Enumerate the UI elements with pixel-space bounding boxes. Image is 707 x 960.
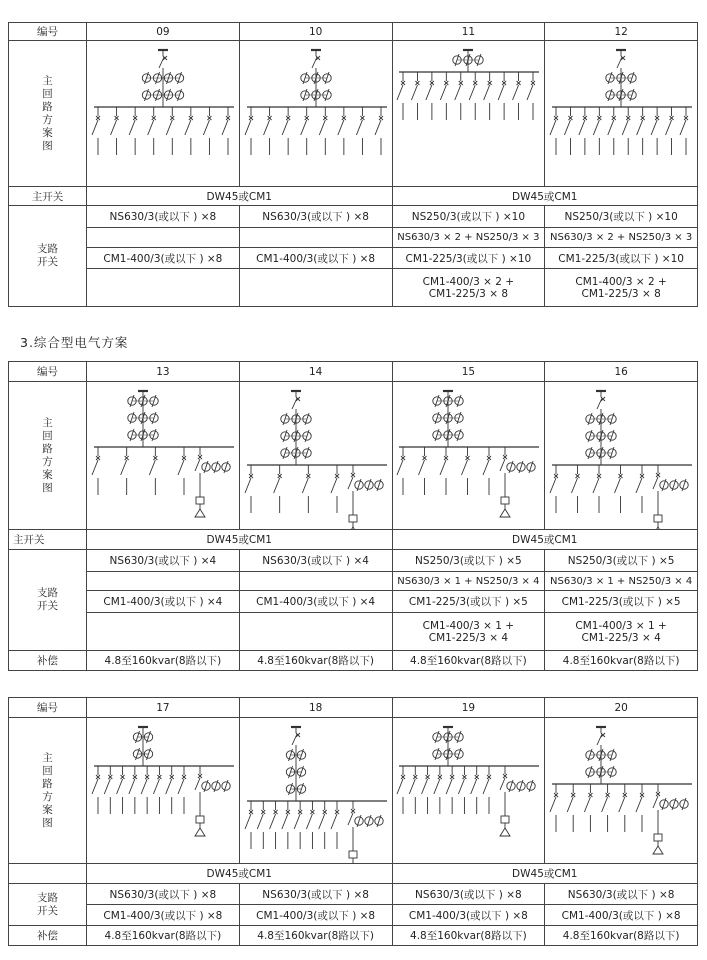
branch-switch-value: CM1-225/3(或以下 ) ×10 bbox=[545, 248, 698, 269]
branch-switch-value bbox=[239, 613, 392, 651]
branch-breaker-blade bbox=[637, 120, 643, 135]
branch-breaker-blade bbox=[527, 85, 533, 100]
branch-switch-value: CM1-400/3(或以下 ) ×4 bbox=[87, 591, 240, 613]
capacitor-triangle bbox=[348, 527, 358, 529]
scheme-number: 16 bbox=[545, 362, 698, 382]
branch-switch-value: NS630/3(或以下 ) ×8 bbox=[392, 884, 545, 905]
branch-breaker-blade bbox=[245, 814, 251, 829]
scheme-number: 12 bbox=[545, 23, 698, 41]
branch-breaker-blade bbox=[419, 460, 425, 475]
circuit-diagram-16 bbox=[546, 383, 696, 529]
comp-breaker-blade bbox=[500, 778, 505, 790]
branch-switch-value: CM1-400/3 × 2 + CM1-225/3 × 8 bbox=[545, 269, 698, 307]
branch-breaker-blade bbox=[579, 120, 585, 135]
branch-breaker-blade bbox=[459, 779, 465, 794]
capacitor-box bbox=[196, 497, 204, 504]
branch-breaker-blade bbox=[306, 814, 312, 829]
circuit-diagram bbox=[239, 41, 392, 187]
branch-breaker-blade bbox=[302, 478, 308, 493]
main-breaker-blade bbox=[159, 57, 164, 68]
main-switch-value: DW45或CM1 bbox=[87, 864, 393, 884]
capacitor-box bbox=[349, 515, 357, 522]
branch-breaker-blade bbox=[281, 814, 287, 829]
branch-switch-value: NS630/3 × 1 + NS250/3 × 4 bbox=[545, 572, 698, 591]
compensation-value: 4.8至160kvar(8路以下) bbox=[545, 651, 698, 671]
branch-breaker-blade bbox=[441, 85, 447, 100]
capacitor-triangle bbox=[195, 509, 205, 517]
capacitor-box bbox=[654, 515, 662, 522]
scheme-table-13-16 bbox=[8, 361, 698, 671]
circuit-diagram bbox=[545, 718, 698, 864]
main-breaker-blade bbox=[292, 398, 297, 409]
compensation-value: 4.8至160kvar(8路以下) bbox=[392, 651, 545, 671]
branch-breaker-blade bbox=[410, 779, 416, 794]
comp-breaker-blade bbox=[653, 477, 658, 489]
branch-switch-value: NS630/3(或以下 ) ×8 bbox=[545, 884, 698, 905]
branch-breaker-blade bbox=[666, 120, 672, 135]
main-switch-value: DW45或CM1 bbox=[392, 187, 698, 206]
main-breaker-blade bbox=[312, 57, 317, 68]
branch-switch-value bbox=[87, 613, 240, 651]
branch-breaker-blade bbox=[153, 779, 159, 794]
branch-breaker-blade bbox=[397, 85, 403, 100]
branch-switch-value bbox=[239, 572, 392, 591]
branch-breaker-blade bbox=[397, 460, 403, 475]
circuit-diagram bbox=[392, 41, 545, 187]
scheme-number: 20 bbox=[545, 698, 698, 718]
branch-breaker-blade bbox=[484, 85, 490, 100]
capacitor-box bbox=[501, 816, 509, 823]
branch-breaker-blade bbox=[422, 779, 428, 794]
branch-breaker-blade bbox=[245, 120, 251, 135]
branch-switch-value: CM1-400/3(或以下 ) ×8 bbox=[239, 248, 392, 269]
branch-breaker-blade bbox=[129, 779, 135, 794]
branch-breaker-blade bbox=[129, 120, 135, 135]
compensation-value: 4.8至160kvar(8路以下) bbox=[87, 926, 240, 946]
capacitor-box bbox=[654, 834, 662, 841]
branch-switch-label: 支路 开关 bbox=[37, 891, 58, 917]
branch-breaker-blade bbox=[440, 460, 446, 475]
branch-switch-value: NS250/3(或以下 ) ×5 bbox=[545, 550, 698, 572]
circuit-diagram-15 bbox=[393, 383, 543, 529]
capacitor-triangle bbox=[653, 846, 663, 854]
branch-breaker-blade bbox=[567, 797, 573, 812]
capacitor-triangle bbox=[500, 509, 510, 517]
main-switch-value: DW45或CM1 bbox=[392, 864, 698, 884]
branch-switch-value: CM1-400/3(或以下 ) ×8 bbox=[87, 905, 240, 926]
branch-breaker-blade bbox=[294, 814, 300, 829]
branch-breaker-blade bbox=[110, 120, 116, 135]
branch-breaker-blade bbox=[651, 120, 657, 135]
branch-breaker-blade bbox=[619, 797, 625, 812]
main-circuit-label: 主 回 路 方 案 图 bbox=[42, 416, 53, 494]
circuit-diagram bbox=[545, 382, 698, 530]
branch-breaker-blade bbox=[455, 85, 461, 100]
branch-breaker-blade bbox=[565, 120, 571, 135]
circuit-diagram bbox=[239, 382, 392, 530]
branch-breaker-blade bbox=[356, 120, 362, 135]
branch-switch-value: CM1-225/3(或以下 ) ×5 bbox=[545, 591, 698, 613]
circuit-diagram-12 bbox=[546, 42, 696, 186]
branch-breaker-blade bbox=[602, 797, 608, 812]
branch-breaker-blade bbox=[269, 814, 275, 829]
branch-breaker-blade bbox=[426, 85, 432, 100]
branch-switch-value: NS630/3 × 1 + NS250/3 × 4 bbox=[392, 572, 545, 591]
branch-breaker-blade bbox=[318, 814, 324, 829]
branch-breaker-blade bbox=[593, 120, 599, 135]
branch-breaker-blade bbox=[375, 120, 381, 135]
comp-breaker-blade bbox=[653, 796, 658, 808]
capacitor-box bbox=[501, 497, 509, 504]
main-circuit-label: 主 回 路 方 案 图 bbox=[42, 751, 53, 829]
branch-breaker-blade bbox=[513, 85, 519, 100]
circuit-diagram bbox=[87, 718, 240, 864]
scheme-number: 11 bbox=[392, 23, 545, 41]
circuit-diagram bbox=[87, 41, 240, 187]
branch-breaker-blade bbox=[470, 85, 476, 100]
branch-switch-value bbox=[87, 572, 240, 591]
branch-breaker-blade bbox=[319, 120, 325, 135]
scheme-number: 13 bbox=[87, 362, 240, 382]
compensation-value: 4.8至160kvar(8路以下) bbox=[392, 926, 545, 946]
branch-breaker-blade bbox=[550, 797, 556, 812]
capacitor-box bbox=[349, 851, 357, 858]
branch-switch-value: NS250/3(或以下 ) ×10 bbox=[392, 206, 545, 228]
branch-breaker-blade bbox=[178, 779, 184, 794]
branch-breaker-blade bbox=[615, 478, 621, 493]
scheme-number: 14 bbox=[239, 362, 392, 382]
branch-switch-value: NS630/3 × 2 + NS250/3 × 3 bbox=[545, 228, 698, 248]
branch-breaker-blade bbox=[585, 797, 591, 812]
branch-switch-value bbox=[87, 269, 240, 307]
branch-switch-value: NS250/3(或以下 ) ×5 bbox=[392, 550, 545, 572]
branch-switch-value: CM1-400/3(或以下 ) ×8 bbox=[239, 905, 392, 926]
branch-breaker-blade bbox=[185, 120, 191, 135]
branch-breaker-blade bbox=[166, 120, 172, 135]
scheme-table-17-20 bbox=[8, 697, 698, 946]
branch-switch-value: NS250/3(或以下 ) ×10 bbox=[545, 206, 698, 228]
circuit-diagram-11 bbox=[393, 42, 543, 186]
capacitor-triangle bbox=[653, 527, 663, 529]
capacitor-box bbox=[196, 816, 204, 823]
scheme-table-09-12 bbox=[8, 22, 698, 307]
branch-switch-value: CM1-225/3(或以下 ) ×10 bbox=[392, 248, 545, 269]
main-breaker-blade bbox=[597, 734, 602, 745]
main-breaker-blade bbox=[597, 398, 602, 409]
branch-breaker-blade bbox=[92, 460, 98, 475]
branch-breaker-blade bbox=[104, 779, 110, 794]
circuit-diagram bbox=[392, 382, 545, 530]
branch-breaker-blade bbox=[92, 779, 98, 794]
branch-breaker-blade bbox=[550, 120, 556, 135]
branch-breaker-blade bbox=[462, 460, 468, 475]
branch-breaker-blade bbox=[471, 779, 477, 794]
branch-breaker-blade bbox=[572, 478, 578, 493]
branch-breaker-blade bbox=[257, 814, 263, 829]
main-switch-value: DW45或CM1 bbox=[87, 187, 393, 206]
branch-switch-value: NS630/3 × 2 + NS250/3 × 3 bbox=[392, 228, 545, 248]
comp-breaker-blade bbox=[500, 459, 505, 471]
branch-breaker-blade bbox=[331, 814, 337, 829]
branch-breaker-blade bbox=[593, 478, 599, 493]
branch-switch-label: 支路 开关 bbox=[37, 243, 58, 268]
branch-breaker-blade bbox=[483, 460, 489, 475]
branch-switch-value: NS630/3(或以下 ) ×8 bbox=[87, 206, 240, 228]
circuit-diagram-20 bbox=[546, 719, 696, 863]
circuit-diagram-19 bbox=[393, 719, 543, 863]
capacitor-triangle bbox=[500, 828, 510, 836]
scheme-number: 15 bbox=[392, 362, 545, 382]
comp-breaker-blade bbox=[195, 778, 200, 790]
circuit-diagram bbox=[392, 718, 545, 864]
circuit-diagram-13 bbox=[88, 383, 238, 529]
branch-switch-value: CM1-400/3 × 2 + CM1-225/3 × 8 bbox=[392, 269, 545, 307]
scheme-number: 17 bbox=[87, 698, 240, 718]
branch-breaker-blade bbox=[263, 120, 269, 135]
circuit-diagram-10 bbox=[241, 42, 391, 186]
branch-switch-value: CM1-400/3(或以下 ) ×4 bbox=[239, 591, 392, 613]
branch-switch-value: NS630/3(或以下 ) ×4 bbox=[239, 550, 392, 572]
branch-breaker-blade bbox=[273, 478, 279, 493]
branch-switch-value: NS630/3(或以下 ) ×8 bbox=[239, 884, 392, 905]
branch-switch-value: CM1-400/3(或以下 ) ×8 bbox=[392, 905, 545, 926]
branch-breaker-blade bbox=[498, 85, 504, 100]
branch-breaker-blade bbox=[245, 478, 251, 493]
branch-switch-value: NS630/3(或以下 ) ×8 bbox=[87, 884, 240, 905]
branch-breaker-blade bbox=[300, 120, 306, 135]
branch-switch-value bbox=[239, 228, 392, 248]
branch-breaker-blade bbox=[92, 120, 98, 135]
branch-switch-value: CM1-400/3 × 1 + CM1-225/3 × 4 bbox=[392, 613, 545, 651]
circuit-diagram bbox=[545, 41, 698, 187]
branch-breaker-blade bbox=[636, 478, 642, 493]
branch-breaker-blade bbox=[608, 120, 614, 135]
circuit-diagram bbox=[87, 382, 240, 530]
main-switch-value: DW45或CM1 bbox=[392, 530, 698, 550]
branch-breaker-blade bbox=[337, 120, 343, 135]
scheme-number: 09 bbox=[87, 23, 240, 41]
compensation-label: 补偿 bbox=[9, 926, 87, 946]
branch-breaker-blade bbox=[331, 478, 337, 493]
comp-breaker-blade bbox=[348, 477, 353, 489]
branch-breaker-blade bbox=[550, 478, 556, 493]
branch-breaker-blade bbox=[447, 779, 453, 794]
branch-breaker-blade bbox=[397, 779, 403, 794]
branch-breaker-blade bbox=[680, 120, 686, 135]
scheme-number: 19 bbox=[392, 698, 545, 718]
branch-switch-value: CM1-400/3 × 1 + CM1-225/3 × 4 bbox=[545, 613, 698, 651]
circuit-diagram-09 bbox=[88, 42, 238, 186]
comp-breaker-blade bbox=[195, 459, 200, 471]
main-switch-label: 主开关 bbox=[9, 187, 87, 206]
branch-switch-label: 支路 开关 bbox=[37, 587, 58, 612]
branch-breaker-blade bbox=[622, 120, 628, 135]
branch-breaker-blade bbox=[121, 460, 127, 475]
compensation-value: 4.8至160kvar(8路以下) bbox=[239, 926, 392, 946]
branch-breaker-blade bbox=[166, 779, 172, 794]
branch-switch-value: NS630/3(或以下 ) ×8 bbox=[239, 206, 392, 228]
compensation-value: 4.8至160kvar(8路以下) bbox=[87, 651, 240, 671]
branch-breaker-blade bbox=[636, 797, 642, 812]
compensation-value: 4.8至160kvar(8路以下) bbox=[239, 651, 392, 671]
branch-breaker-blade bbox=[148, 120, 154, 135]
branch-breaker-blade bbox=[116, 779, 122, 794]
circuit-diagram-14 bbox=[241, 383, 391, 529]
main-breaker-blade bbox=[617, 57, 622, 68]
branch-switch-value bbox=[87, 228, 240, 248]
branch-breaker-blade bbox=[222, 120, 228, 135]
circuit-diagram bbox=[239, 718, 392, 864]
comp-breaker-blade bbox=[348, 813, 353, 825]
branch-switch-value: CM1-400/3(或以下 ) ×8 bbox=[545, 905, 698, 926]
branch-switch-value: NS630/3(或以下 ) ×4 bbox=[87, 550, 240, 572]
branch-breaker-blade bbox=[149, 460, 155, 475]
section-heading: 3.综合型电气方案 bbox=[20, 335, 129, 350]
branch-breaker-blade bbox=[412, 85, 418, 100]
main-switch-label: 主开关 bbox=[9, 530, 87, 550]
branch-switch-value: CM1-225/3(或以下 ) ×5 bbox=[392, 591, 545, 613]
branch-switch-value: CM1-400/3(或以下 ) ×8 bbox=[87, 248, 240, 269]
compensation-label: 补偿 bbox=[9, 651, 87, 671]
branch-breaker-blade bbox=[282, 120, 288, 135]
number-label: 编号 bbox=[9, 23, 87, 41]
branch-breaker-blade bbox=[203, 120, 209, 135]
main-switch-value: DW45或CM1 bbox=[87, 530, 393, 550]
branch-switch-value bbox=[239, 269, 392, 307]
circuit-diagram-17 bbox=[88, 719, 238, 863]
branch-breaker-blade bbox=[483, 779, 489, 794]
scheme-number: 18 bbox=[239, 698, 392, 718]
main-circuit-label: 主 回 路 方 案 图 bbox=[42, 74, 53, 152]
branch-breaker-blade bbox=[434, 779, 440, 794]
circuit-diagram-18 bbox=[241, 719, 391, 863]
capacitor-triangle bbox=[195, 828, 205, 836]
main-breaker-blade bbox=[292, 734, 297, 745]
branch-breaker-blade bbox=[141, 779, 147, 794]
compensation-value: 4.8至160kvar(8路以下) bbox=[545, 926, 698, 946]
branch-breaker-blade bbox=[178, 460, 184, 475]
number-label: 编号 bbox=[9, 698, 87, 718]
number-label: 编号 bbox=[9, 362, 87, 382]
scheme-number: 10 bbox=[239, 23, 392, 41]
